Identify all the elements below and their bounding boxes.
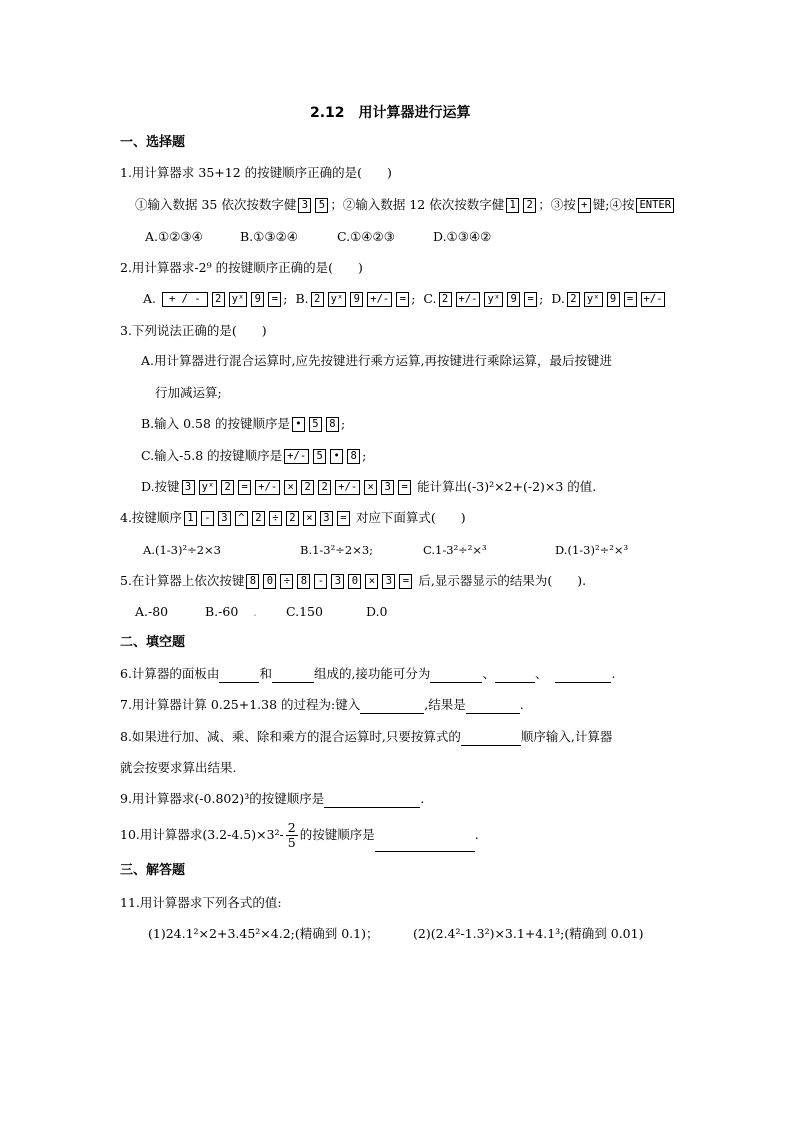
- page-title: 2.12 用计算器进行运算: [310, 105, 471, 121]
- q7-blank-1[interactable]: [360, 699, 424, 714]
- q11-stem: 11.用计算器求下列各式的值:: [120, 895, 282, 910]
- q5-stray-dot: .: [253, 604, 257, 619]
- key-0: 0: [263, 574, 276, 589]
- key-5: 5: [309, 417, 322, 432]
- q7-end: .: [519, 697, 524, 712]
- q2-label-a: A.: [143, 291, 157, 306]
- q4-option-b: B.1-3²÷2×3;: [300, 543, 374, 557]
- q3-option-d: [141, 478, 596, 496]
- q8-text-2: 顺序输入,计算器: [520, 729, 613, 744]
- section-heading-answer: 三、解答题: [120, 863, 186, 878]
- q1-step4: 键;④按: [592, 197, 635, 212]
- q4-option-a: A.(1-3)²÷2×3: [143, 543, 221, 557]
- key-3: 3: [331, 574, 344, 589]
- key-dot: •: [330, 449, 343, 464]
- key-equals: =: [398, 480, 411, 495]
- q5-option-d: D.0: [366, 604, 388, 619]
- key-0: 0: [348, 574, 361, 589]
- key-caret: ^: [235, 511, 248, 526]
- key-2: 2: [318, 480, 331, 495]
- key-power: yˣ: [199, 480, 218, 495]
- key-2: 2: [523, 198, 536, 213]
- q3-option-a-line1: A.用计算器进行混合运算时,应先按键进行乘方运算,再按键进行乘除运算，最后按键进: [141, 353, 612, 368]
- section-heading-choice: 一、选择题: [120, 135, 186, 150]
- q1-step1: ①输入数据 35 依次按数字健: [135, 197, 297, 212]
- q11-part1: (1)24.1²×2+3.45²×4.2;(精确到 0.1)；: [148, 926, 379, 941]
- key-9: 9: [607, 292, 620, 307]
- key-3: 3: [182, 480, 195, 495]
- key-sign: +/-: [335, 480, 360, 495]
- key-times: ×: [365, 574, 378, 589]
- q4-option-c: C.1-3²÷²×³: [423, 543, 487, 557]
- q1-option-c: C.①④②③: [337, 229, 395, 244]
- q5-option-a: A.-80: [135, 604, 169, 619]
- q7: [120, 696, 524, 714]
- q6-blank-5[interactable]: [555, 668, 611, 683]
- key-times: ×: [303, 511, 316, 526]
- q4-stem-text: 4.按键顺序: [120, 510, 182, 525]
- q3-option-d-text: D.按键: [141, 479, 180, 494]
- key-2: 2: [439, 292, 452, 307]
- key-sign: +/-: [456, 292, 481, 307]
- key-sign: +/-: [284, 449, 309, 464]
- key-2: 2: [301, 480, 314, 495]
- q11-part2: (2)(2.4²-1.3²)×3.1+4.1³;(精确到 0.01): [413, 926, 644, 941]
- q1-step3: ；③按: [538, 197, 576, 212]
- q6-blank-1[interactable]: [219, 668, 259, 683]
- q3-option-d-tail: 能计算出(-3)²×2+(-2)×3 的值.: [417, 479, 597, 494]
- q6-text-3: 组成的,接功能可分为: [313, 666, 431, 681]
- key-equals: =: [524, 292, 537, 307]
- q8-blank[interactable]: [461, 731, 521, 746]
- key-equals: =: [337, 511, 350, 526]
- key-3: 3: [382, 574, 395, 589]
- q10-text-2: 的按键顺序是: [299, 827, 375, 842]
- q3-option-b-text: B.输入 0.58 的按键顺序是: [141, 416, 290, 431]
- q1-option-b: B.①③②④: [240, 229, 298, 244]
- key-9: 9: [350, 292, 363, 307]
- key-9: 9: [507, 292, 520, 307]
- key-2: 2: [567, 292, 580, 307]
- key-equals: =: [238, 480, 251, 495]
- key-divide: ÷: [280, 574, 293, 589]
- q2-label-d: D.: [551, 291, 565, 306]
- q5-stem: [120, 572, 586, 590]
- q7-text-2: ,结果是: [424, 697, 466, 712]
- key-power: yˣ: [229, 292, 248, 307]
- q4-stem-tail: 对应下面算式( ): [355, 510, 466, 525]
- q2-options: A. + / - 2 yˣ 9 = ; B. 2 yˣ 9 +/- = ; C. 2 +/- yˣ 9 = ; D. 2 yˣ 9 = +/-: [143, 290, 667, 308]
- q5-option-b: B.-60: [205, 604, 239, 619]
- key-1: 1: [506, 198, 519, 213]
- q6-blank-2[interactable]: [272, 668, 314, 683]
- q10-fraction: [286, 821, 298, 850]
- key-3: 3: [381, 480, 394, 495]
- q6-text-2: 和: [259, 666, 272, 681]
- q1-option-d: D.①③④②: [433, 229, 492, 244]
- key-power: yˣ: [328, 292, 347, 307]
- q8-line2: 就会按要求算出结果.: [120, 760, 237, 775]
- q6-blank-3[interactable]: [430, 668, 482, 683]
- key-power: yˣ: [584, 292, 603, 307]
- key-minus: -: [314, 574, 327, 589]
- key-8: 8: [347, 449, 360, 464]
- key-2: 2: [286, 511, 299, 526]
- q10-text: 10.用计算器求(3.2-4.5)×3²-: [120, 827, 284, 842]
- key-equals: =: [624, 292, 637, 307]
- q9-end: .: [420, 791, 425, 806]
- q6: [120, 665, 615, 683]
- q10: [120, 818, 479, 852]
- q9-text: 9.用计算器求(-0.802)³的按键顺序是: [120, 791, 325, 806]
- q3-option-a-line2: 行加减运算;: [155, 385, 222, 400]
- q8-line1: [120, 728, 612, 746]
- key-sign: +/-: [641, 292, 666, 307]
- q10-denominator: 5: [287, 835, 296, 850]
- key-enter: ENTER: [636, 198, 674, 213]
- q8-text-1: 8.如果进行加、减、乘、除和乘方的混合运算时,只要按算式的: [120, 729, 461, 744]
- key-equals: =: [399, 574, 412, 589]
- key-3: 3: [320, 511, 333, 526]
- key-equals: =: [268, 292, 281, 307]
- key-3: 3: [298, 198, 311, 213]
- q6-sep-1: 、: [482, 666, 495, 681]
- key-2: 2: [252, 511, 265, 526]
- q9-blank[interactable]: [324, 793, 420, 808]
- section-heading-fill: 二、填空题: [120, 635, 186, 650]
- q10-blank[interactable]: [375, 837, 475, 852]
- q6-blank-4[interactable]: [495, 668, 535, 683]
- q7-blank-2[interactable]: [466, 699, 520, 714]
- q3-stem: 3.下列说法正确的是( ): [120, 323, 267, 338]
- key-2: 2: [311, 292, 324, 307]
- q2-label-c: C.: [423, 291, 437, 306]
- q1-steps: [135, 196, 676, 214]
- q5-stem-text: 5.在计算器上依次按键: [120, 573, 245, 588]
- q10-end: .: [474, 827, 479, 842]
- key-9: 9: [251, 292, 264, 307]
- q9: [120, 790, 424, 808]
- key-sign: + / -: [162, 292, 208, 307]
- q2-label-b: B.: [295, 291, 309, 306]
- q7-text-1: 7.用计算器计算 0.25+1.38 的过程为:键入: [120, 697, 361, 712]
- key-power: yˣ: [484, 292, 503, 307]
- key-sign: +/-: [255, 480, 280, 495]
- key-times: ×: [284, 480, 297, 495]
- q4-stem: [120, 509, 466, 527]
- q4-option-d: D.(1-3)²÷²×³: [555, 543, 629, 557]
- q3-option-c: C.输入-5.8 的按键顺序是 +/- 5 • 8 ;: [141, 448, 367, 463]
- q1-stem: 1.用计算器求 35+12 的按键顺序正确的是( ): [120, 165, 392, 180]
- key-8: 8: [246, 574, 259, 589]
- key-8: 8: [297, 574, 310, 589]
- q6-text-1: 6.计算器的面板由: [120, 666, 220, 681]
- key-times: ×: [364, 480, 377, 495]
- key-3: 3: [218, 511, 231, 526]
- key-divide: ÷: [269, 511, 282, 526]
- q6-sep-2: 、: [534, 666, 548, 681]
- q10-numerator: 2: [287, 820, 296, 835]
- key-dot: •: [292, 417, 305, 432]
- q1-option-a: A.①②③④: [145, 229, 203, 244]
- q3-option-c-text: C.输入-5.8 的按键顺序是: [141, 448, 283, 463]
- q6-end: .: [611, 666, 616, 681]
- key-sign: +/-: [367, 292, 392, 307]
- q5-option-c: C.150: [286, 604, 323, 619]
- key-8: 8: [326, 417, 339, 432]
- q3-option-b: B.输入 0.58 的按键顺序是 • 5 8 ;: [141, 416, 346, 431]
- key-plus: +: [578, 198, 591, 213]
- key-2: 2: [212, 292, 225, 307]
- q1-step2: ；②输入数据 12 依次按数字健: [330, 197, 505, 212]
- key-1: 1: [184, 511, 197, 526]
- key-equals: =: [396, 292, 409, 307]
- key-2: 2: [221, 480, 234, 495]
- key-minus: -: [201, 511, 214, 526]
- q5-stem-tail: 后,显示器显示的结果为( ).: [418, 573, 587, 588]
- key-5: 5: [315, 198, 328, 213]
- key-5: 5: [313, 449, 326, 464]
- q2-stem: 2.用计算器求-2⁹ 的按键顺序正确的是( ): [120, 260, 363, 275]
